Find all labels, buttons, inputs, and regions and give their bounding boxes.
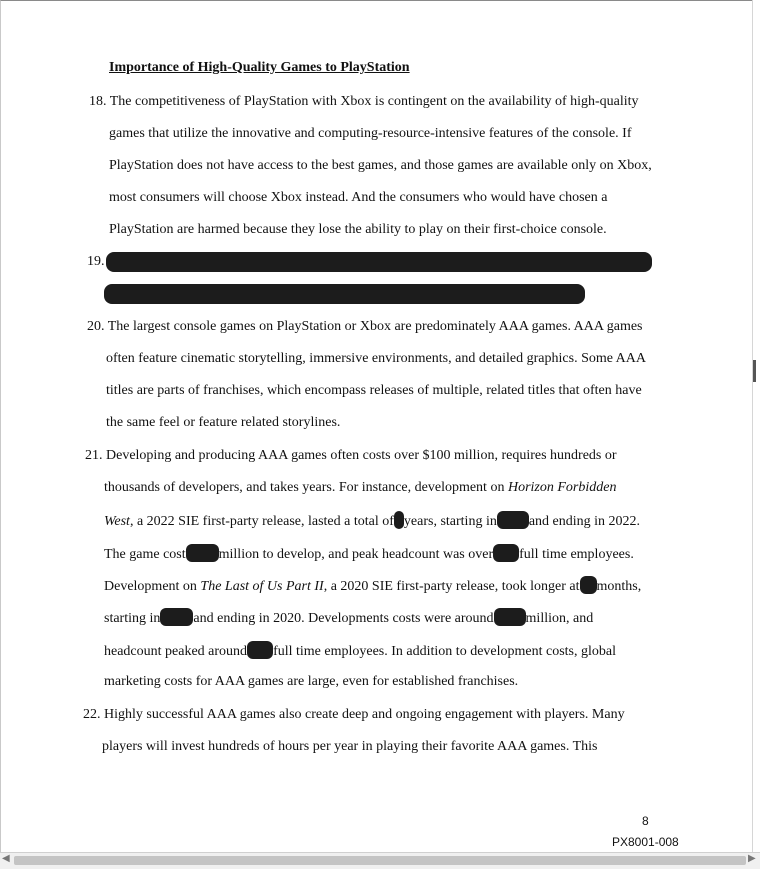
- text-span: Development on: [104, 579, 201, 594]
- paragraph-text: The largest console games on PlayStation or Xbox are predominately AAA games. AAA games: [107, 319, 643, 334]
- paragraph-21-line-1: [85, 447, 617, 465]
- paragraph-20-line-2: often feature cinematic storytelling, immersive environments, and detailed graphics. Some AAA: [106, 351, 647, 366]
- redaction-bar: [104, 284, 585, 304]
- paragraph-22-line-1: [83, 706, 625, 724]
- paragraph-text: Highly successful AAA games also create deep and ongoing engagement with players. Many: [104, 707, 625, 722]
- section-heading: Importance of High-Quality Games to PlayStation: [109, 60, 410, 75]
- paragraph-21-line-8: marketing costs for AAA games are large, even for established franchises.: [104, 674, 519, 689]
- arrow-right-icon[interactable]: ▶: [748, 853, 756, 864]
- text-span: million to develop, and peak headcount was over: [218, 547, 494, 562]
- bates-number: PX8001-008: [612, 835, 679, 849]
- text-span: headcount peaked around: [104, 644, 248, 659]
- vertical-scrollbar[interactable]: [752, 0, 760, 852]
- paragraph-21-line-2: [104, 479, 616, 497]
- game-title: West: [104, 514, 130, 529]
- text-span: The game cost: [104, 547, 186, 562]
- paragraph-18-line-5: PlayStation are harmed because they lose the ability to play on their first-choice console.: [109, 222, 607, 237]
- redaction-mark: [494, 608, 526, 626]
- redaction-mark: [580, 576, 597, 594]
- text-span: thousands of developers, and takes years. For instance, development on: [104, 480, 508, 495]
- text-span: years, starting in: [403, 514, 497, 529]
- paragraph-number: 21.: [85, 448, 103, 463]
- redaction-mark: [186, 544, 219, 562]
- redaction-mark: [394, 511, 404, 529]
- paragraph-21-line-6: [104, 608, 593, 628]
- paragraph-20-line-4: the same feel or feature related storylines.: [106, 415, 341, 430]
- redaction-mark: [247, 641, 273, 659]
- text-span: starting in: [104, 611, 161, 626]
- paragraph-18-line-3: PlayStation does not have access to the best games, and those games are available only on Xbox,: [109, 158, 652, 173]
- redaction-bar: [106, 252, 652, 272]
- paragraph-number: 22.: [83, 707, 101, 722]
- paragraph-18-line-1: [89, 93, 639, 111]
- paragraph-22-line-2: players will invest hundreds of hours per year in playing their favorite AAA games. This: [102, 739, 598, 754]
- horizontal-scroll-thumb[interactable]: [14, 856, 746, 865]
- text-span: full time employees.: [519, 547, 634, 562]
- redaction-mark: [497, 511, 529, 529]
- paragraph-21-line-5: [104, 576, 641, 596]
- arrow-left-icon[interactable]: ◀: [2, 853, 10, 864]
- redaction-mark: [160, 608, 193, 626]
- text-span: and ending in 2022.: [528, 514, 641, 529]
- paragraph-number: 20.: [87, 319, 105, 334]
- paragraph-19-number: 19.: [87, 254, 105, 269]
- paragraph-21-line-7: [104, 641, 616, 661]
- paragraph-21-line-4: [104, 544, 634, 564]
- page-number: 8: [642, 814, 649, 828]
- paragraph-number: 18.: [89, 94, 107, 109]
- text-span: months,: [596, 579, 642, 594]
- paragraph-18-line-2: games that utilize the innovative and computing-resource-intensive features of the console. If: [109, 126, 632, 141]
- game-title: Horizon Forbidden: [507, 480, 617, 495]
- redaction-mark: [493, 544, 519, 562]
- paragraph-18-line-4: most consumers will choose Xbox instead. And the consumers who would have chosen a: [109, 190, 608, 205]
- text-span: and ending in 2020. Developments costs were around: [193, 611, 494, 626]
- scroll-position-marker: [753, 360, 756, 382]
- text-span: full time employees. In addition to development costs, global: [273, 644, 616, 659]
- text-span: , a 2022 SIE first-party release, lasted a total of: [129, 514, 394, 529]
- paragraph-20-line-1: [87, 318, 643, 336]
- paragraph-text: Developing and producing AAA games often costs over $100 million, requires hundreds or: [106, 448, 617, 463]
- game-title: The Last of Us Part II: [200, 579, 324, 594]
- paragraph-21-line-3: [104, 511, 640, 531]
- paragraph-20-line-3: titles are parts of franchises, which encompass releases of multiple, related titles that often have: [106, 383, 642, 398]
- text-span: million, and: [525, 611, 594, 626]
- paragraph-text: The competitiveness of PlayStation with Xbox is contingent on the availability of high-quality: [109, 94, 639, 109]
- text-span: , a 2020 SIE first-party release, took longer at: [323, 579, 580, 594]
